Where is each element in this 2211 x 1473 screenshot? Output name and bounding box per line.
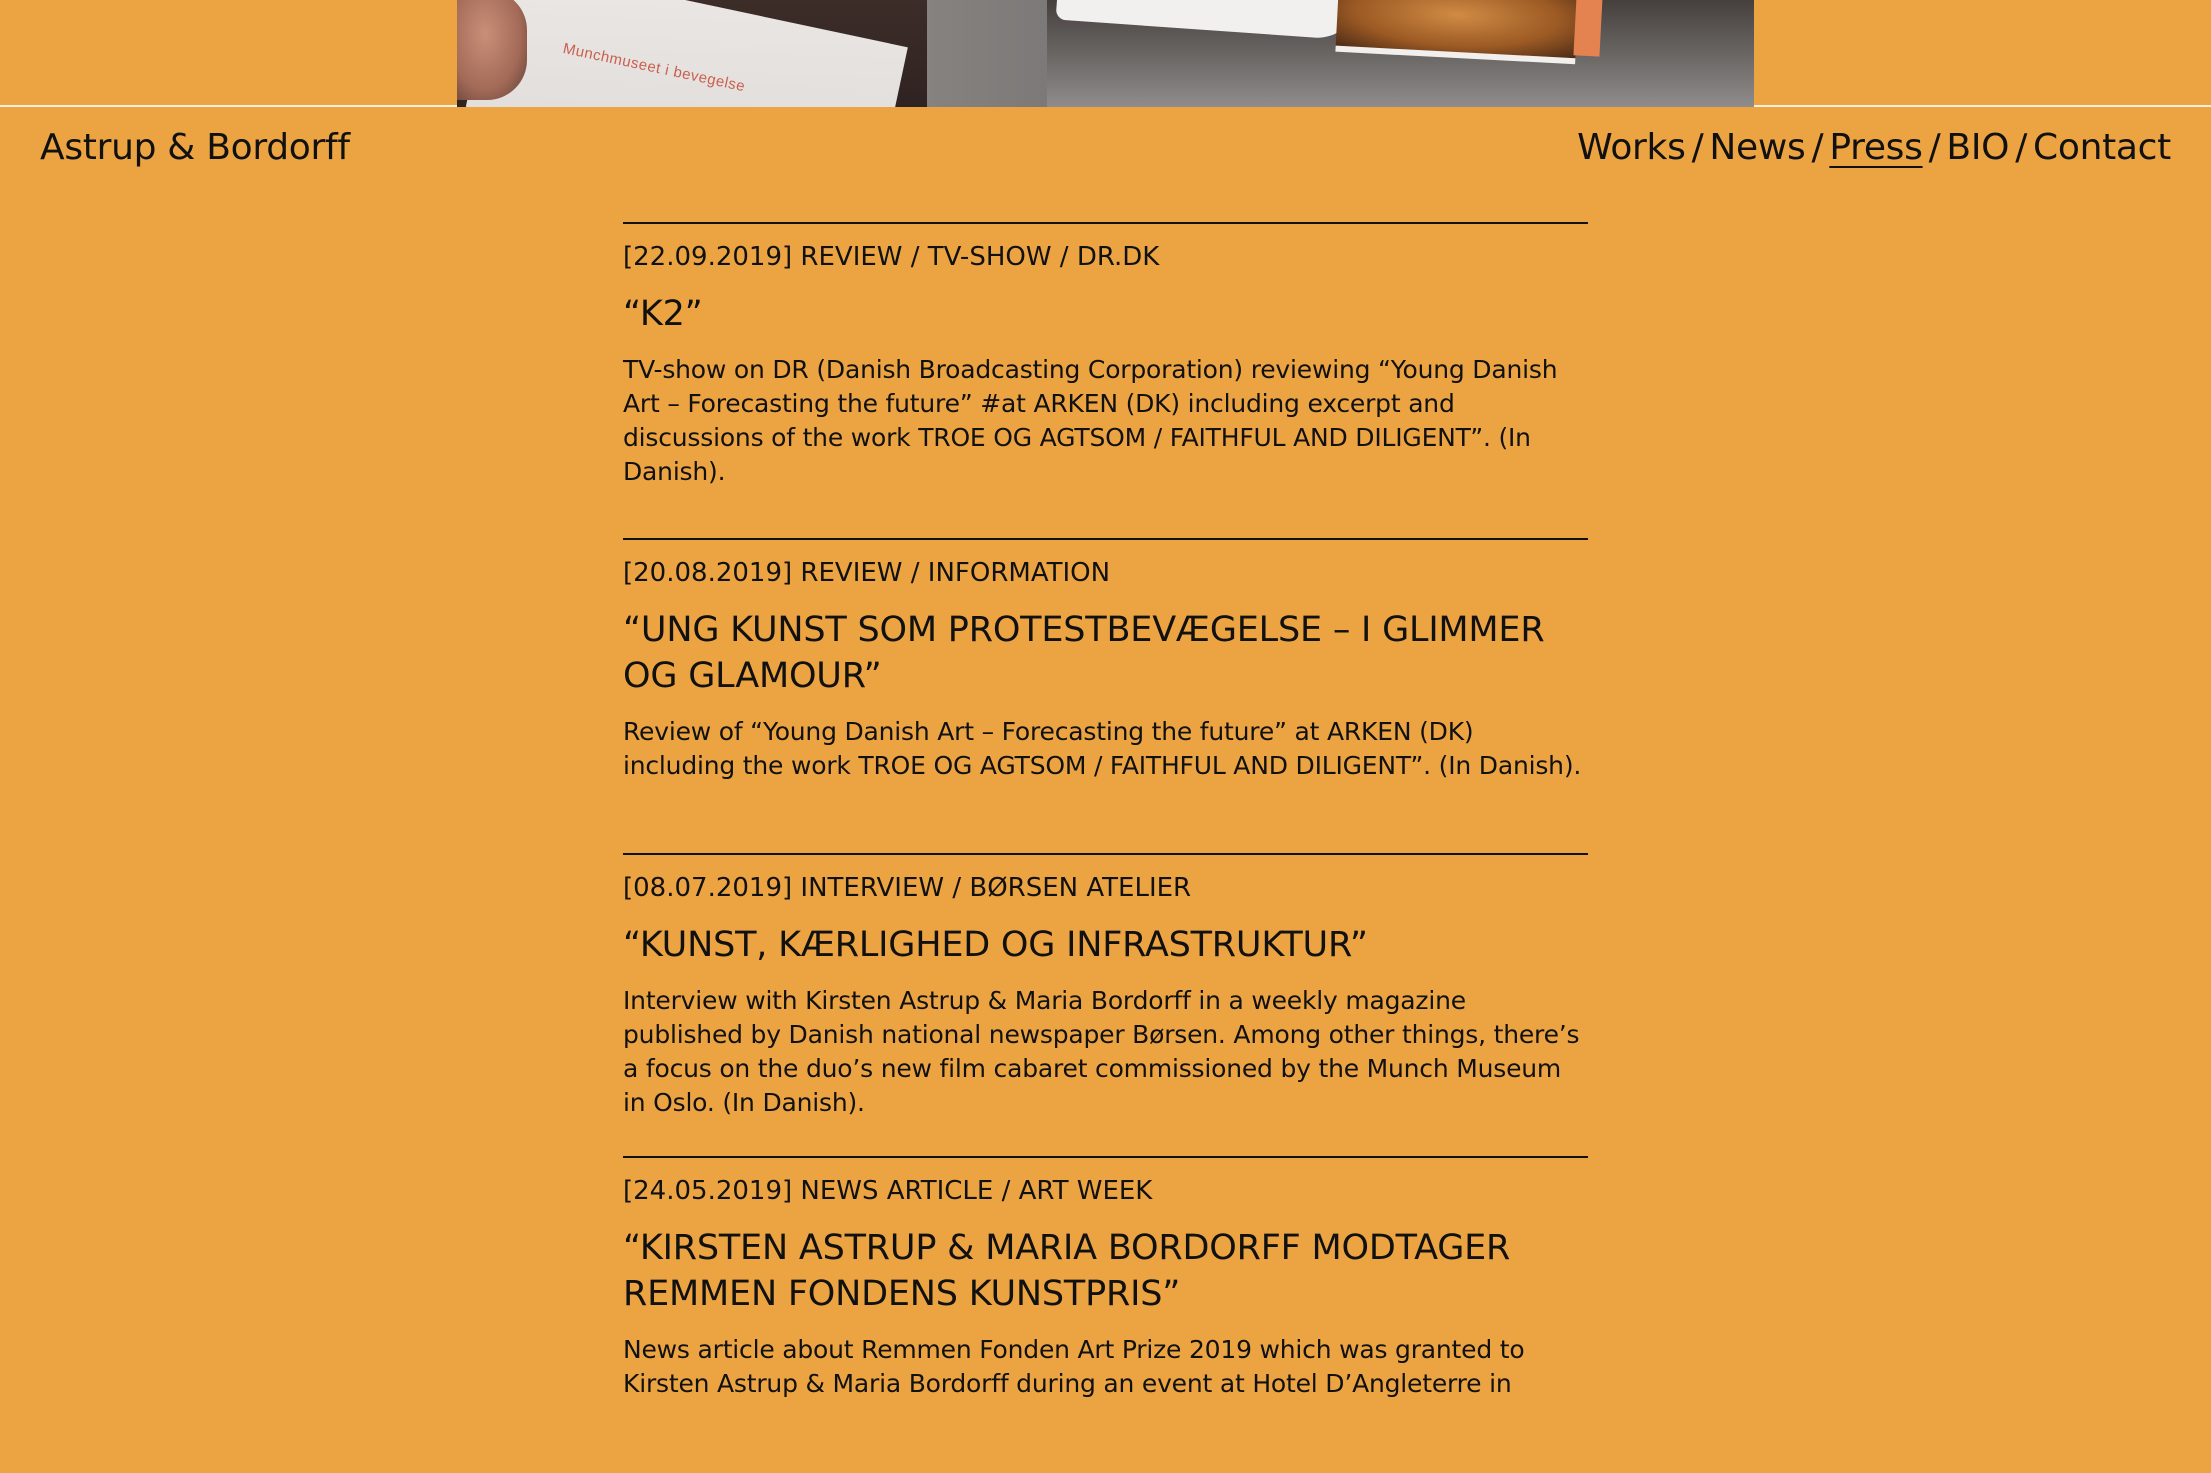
press-item-title-link[interactable]: “K2” (623, 294, 703, 334)
nav-separator: / (1928, 127, 1941, 168)
hero-photo-hand (457, 0, 527, 100)
press-item (623, 1156, 1588, 1473)
press-item-description: Review of “Young Danish Art – Forecasting the future” at ARKEN (DK) including the work TROE OG AGTSOM / FAITHFUL AND DILIGENT”. (In Danish). (623, 717, 1582, 780)
press-item-meta: [20.08.2019] REVIEW / INFORMATION (623, 558, 1111, 588)
press-item-description: Interview with Kirsten Astrup & Maria Bordorff in a weekly magazine published by Danish national newspaper Børsen. Among other things, there’s a focus on the duo’s new film cabaret commissioned by the Munch Museum in Oslo. (In Danish). (623, 986, 1580, 1117)
press-item-description: News article about Remmen Fonden Art Prize 2019 which was granted to Kirsten Astrup & Maria Bordorff during an event at Hotel D’Angleterre in (623, 1335, 1525, 1398)
nav-separator: / (1691, 127, 1704, 168)
press-item-title-link[interactable]: “UNG KUNST SOM PROTESTBEVÆGELSE – I GLIMMER OG GLAMOUR” (623, 610, 1545, 696)
press-item-title-link[interactable]: “KUNST, KÆRLIGHED OG INFRASTRUKTUR” (623, 925, 1368, 965)
nav-works[interactable]: Works (1577, 127, 1686, 168)
press-item-title (623, 1225, 1588, 1317)
press-list (623, 222, 1588, 1473)
press-item-title (623, 607, 1588, 699)
press-item (623, 853, 1588, 1156)
nav-press[interactable]: Press (1829, 127, 1923, 168)
press-item-title (623, 922, 1588, 968)
hero-card-text: Munchmuseet i bevegelse (561, 40, 747, 96)
press-item (623, 538, 1588, 853)
press-item-meta: [24.05.2019] NEWS ARTICLE / ART WEEK (623, 1176, 1153, 1206)
site-title-link[interactable]: Astrup & Bordorff (40, 127, 350, 168)
press-item-title (623, 291, 1588, 337)
hero-photo-wall (927, 0, 1047, 107)
press-item-meta: [08.07.2019] INTERVIEW / BØRSEN ATELIER (623, 873, 1192, 903)
nav-separator: / (2015, 127, 2028, 168)
nav-separator: / (1811, 127, 1824, 168)
main-nav (1577, 124, 2171, 172)
nav-contact[interactable]: Contact (2033, 127, 2171, 168)
hero-image (457, 0, 1754, 107)
press-item (623, 222, 1588, 538)
press-item-meta: [22.09.2019] REVIEW / TV-SHOW / DR.DK (623, 242, 1160, 272)
press-item-title-link[interactable]: “KIRSTEN ASTRUP & MARIA BORDORFF MODTAGER REMMEN FONDENS KUNSTPRIS” (623, 1228, 1511, 1314)
hero-photo-book-cover (1573, 0, 1602, 57)
nav-news[interactable]: News (1709, 127, 1806, 168)
press-item-description: TV-show on DR (Danish Broadcasting Corporation) reviewing “Young Danish Art – Forecasting the future” #at ARKEN (DK) including excerpt and discussions of the work TROE OG AGTSOM / FAITHFUL AND DILIGENT”. (In Danish). (623, 355, 1558, 486)
nav-bio[interactable]: BIO (1946, 127, 2010, 168)
